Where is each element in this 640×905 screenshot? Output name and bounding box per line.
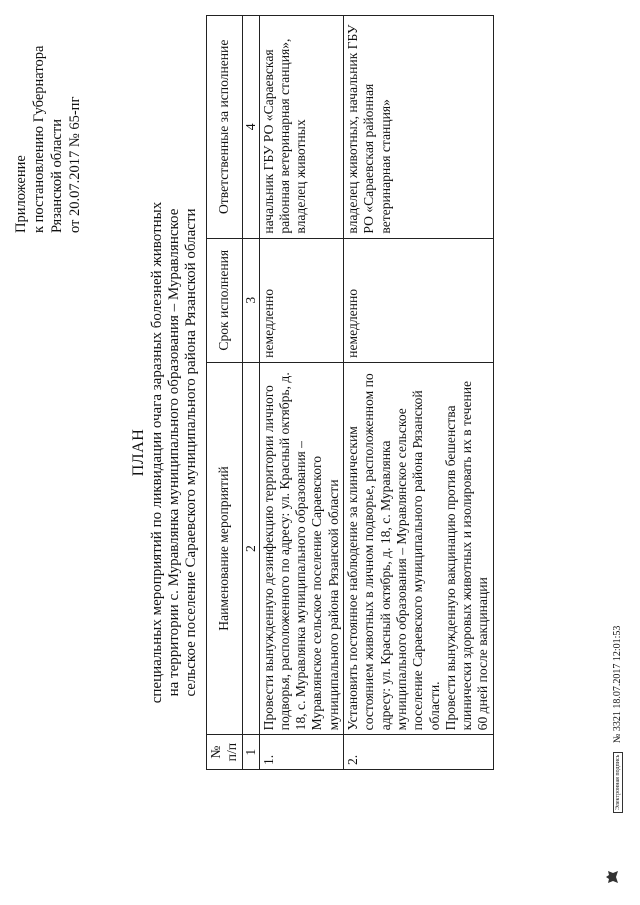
row-term: немедленно xyxy=(344,238,494,362)
document-title xyxy=(130,0,200,905)
header-num: № п/п xyxy=(207,735,243,770)
row-term: немедленно xyxy=(259,238,343,362)
row-action-part: Установить постоянное наблюдение за клиническим состоянием животных в личном подворье, расположенном по адресу: ул. Красный октябрь, д. 18, с. Муравлянка муниципального образования – Муравлянское сельское поселение Сараевского муниципального района Рязанской области. xyxy=(345,373,442,731)
title-line: на территории с. Муравлянка муниципального образования – Муравлянское xyxy=(166,208,182,697)
header-responsible: Ответственные за исполнение xyxy=(207,16,243,239)
column-number: 4 xyxy=(242,16,259,239)
table-row xyxy=(344,16,494,770)
column-number: 2 xyxy=(242,362,259,735)
column-number: 3 xyxy=(242,238,259,362)
title-line: сельское поселение Сараевского муниципального района Рязанской области xyxy=(183,208,199,697)
appendix-block xyxy=(12,46,84,233)
row-number: 1. xyxy=(259,735,343,770)
appendix-line: Рязанской области xyxy=(49,119,65,233)
appendix-line: к постановлению Губернатора xyxy=(31,45,47,233)
title-heading: ПЛАН xyxy=(130,428,147,477)
coat-of-arms-icon xyxy=(605,869,621,885)
e-signature-stamp: Электронная подпись xyxy=(613,752,623,813)
appendix-line: Приложение xyxy=(13,155,29,233)
header-term: Срок исполнения xyxy=(207,238,243,362)
column-number-row xyxy=(242,16,259,770)
registration-number: № 3321 18.07.2017 12:01:53 xyxy=(612,625,623,744)
registration-footer xyxy=(612,626,623,813)
row-responsible: владелец животных, начальник ГБУ РО «Сараевская районная ветеринарная станция» xyxy=(344,16,494,239)
header-name: Наименование мероприятий xyxy=(207,362,243,735)
row-number: 2. xyxy=(344,735,494,770)
table-header-row xyxy=(207,16,243,770)
title-line: специальных мероприятий по ликвидации очага заразных болезней животных xyxy=(149,201,165,704)
plan-table xyxy=(206,15,494,770)
row-responsible: начальник ГБУ РО «Сараевская районная ветеринарная станция», владелец животных xyxy=(259,16,343,239)
table-row xyxy=(259,16,343,770)
column-number: 1 xyxy=(242,735,259,770)
appendix-line: от 20.07.2017 № 65-пг xyxy=(67,96,83,233)
row-action: Провести вынужденную дезинфекцию территории личного подворья, расположенного по адресу: ул. Красный октябрь, д. 18, с. Муравлянка муниципального образования – Муравлянское сельское поселение Сараевского муниципального района Рязанской области xyxy=(259,362,343,735)
row-action xyxy=(344,362,494,735)
row-action-part: Провести вынужденную вакцинацию против бешенства клинически здоровых животных и изолировать их в течение 60 дней после вакцинации xyxy=(442,380,491,731)
